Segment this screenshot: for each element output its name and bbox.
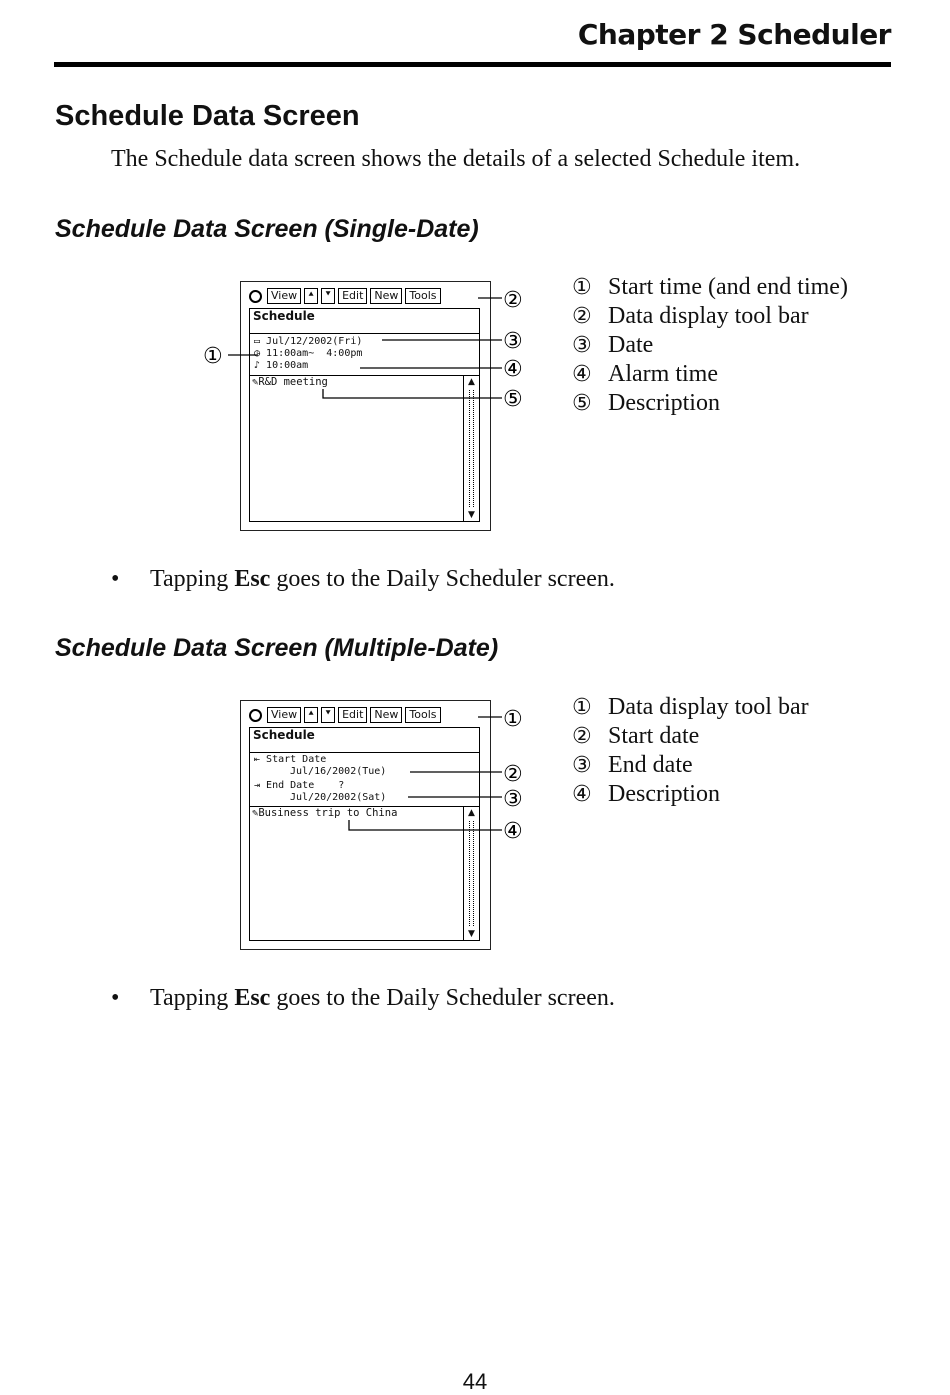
description-text: R&D meeting (258, 376, 328, 388)
end-arrow-icon: ⇥ (254, 780, 267, 791)
scroll-down-button[interactable]: ⯆ (321, 707, 335, 723)
multiple-date-screen (240, 700, 491, 950)
page-number: 44 (462, 1369, 488, 1394)
schedule-info-box (249, 333, 480, 376)
scroll-up-arrow-icon[interactable]: ▲ (468, 377, 475, 387)
legend-item: ③ End date (572, 752, 693, 778)
legend-item: ④ Alarm time (572, 361, 718, 387)
scroll-track[interactable] (469, 390, 474, 507)
pencil-icon: ✎ (252, 807, 259, 819)
callout-number: ④ (503, 357, 523, 382)
single-date-screen (240, 281, 491, 531)
end-date-value: Jul/20/2002(Sat) (290, 792, 387, 803)
menu-icon[interactable] (249, 290, 262, 303)
tools-button[interactable]: Tools (405, 707, 440, 723)
intro-paragraph: The Schedule data screen shows the details of a selected Schedule item. (111, 146, 801, 172)
multiple-date-title: Schedule Data Screen (Multiple-Date) (55, 634, 499, 662)
time-value: 11:00am~ 4:00pm (266, 348, 363, 359)
clock-icon: ◷ (254, 348, 267, 359)
pencil-icon: ✎ (252, 376, 259, 388)
data-display-toolbar (249, 288, 480, 304)
app-title: Schedule (249, 308, 480, 334)
tools-button[interactable]: Tools (405, 288, 440, 304)
callout-number: ① (203, 344, 223, 369)
header-rule (54, 62, 891, 67)
callout-number: ② (503, 288, 523, 313)
description-box[interactable] (249, 375, 480, 522)
scroll-up-arrow-icon[interactable]: ▲ (468, 808, 475, 818)
chapter-header: Chapter 2 Scheduler (577, 18, 891, 51)
legend-item: ① Start time (and end time) (572, 274, 848, 300)
single-date-legend (572, 273, 848, 418)
callout-number: ② (503, 762, 523, 787)
callout-number: ⑤ (503, 387, 523, 412)
callout-number: ③ (503, 787, 523, 812)
edit-button[interactable]: Edit (338, 288, 367, 304)
scroll-down-button[interactable]: ⯆ (321, 288, 335, 304)
menu-icon[interactable] (249, 709, 262, 722)
legend-item: ② Start date (572, 723, 700, 749)
description-text: Business trip to China (258, 807, 398, 819)
description-box[interactable] (249, 806, 480, 941)
start-arrow-icon: ⇤ (254, 754, 267, 765)
scroll-up-button[interactable]: ⯅ (304, 707, 318, 723)
date-value: Jul/12/2002(Fri) (266, 336, 363, 347)
legend-item: ② Data display tool bar (572, 303, 809, 329)
data-display-toolbar (249, 707, 480, 723)
bullet-icon: • (111, 566, 120, 592)
new-button[interactable]: New (370, 288, 402, 304)
legend-item: ① Data display tool bar (572, 694, 809, 720)
view-button[interactable]: View (267, 288, 301, 304)
alarm-value: 10:00am (266, 360, 309, 371)
legend-item: ⑤ Description (572, 390, 720, 416)
legend-item: ④ Description (572, 781, 720, 807)
scroll-track[interactable] (469, 821, 474, 926)
section-title: Schedule Data Screen (55, 100, 360, 132)
edit-button[interactable]: Edit (338, 707, 367, 723)
calendar-icon: ▭ (254, 336, 267, 347)
legend-item: ③ Date (572, 332, 654, 358)
multiple-date-legend (572, 693, 809, 809)
end-date-label: End Date ? (266, 780, 345, 791)
app-title: Schedule (249, 727, 480, 753)
scroll-down-arrow-icon[interactable]: ▼ (468, 510, 475, 520)
bullet-icon: • (111, 985, 120, 1011)
scrollbar[interactable] (463, 807, 479, 940)
start-date-label: Start Date (266, 754, 327, 765)
new-button[interactable]: New (370, 707, 402, 723)
multiple-date-note: • Tapping Esc goes to the Daily Scheduler screen. (111, 985, 615, 1011)
single-date-note: • Tapping Esc goes to the Daily Scheduler screen. (111, 566, 615, 592)
start-date-value: Jul/16/2002(Tue) (290, 766, 387, 777)
scroll-up-button[interactable]: ⯅ (304, 288, 318, 304)
alarm-icon: ♪ (254, 360, 267, 371)
callout-number: ③ (503, 329, 523, 354)
scrollbar[interactable] (463, 376, 479, 521)
scroll-down-arrow-icon[interactable]: ▼ (468, 929, 475, 939)
schedule-info-box (249, 752, 480, 807)
view-button[interactable]: View (267, 707, 301, 723)
callout-number: ④ (503, 819, 523, 844)
single-date-title: Schedule Data Screen (Single-Date) (55, 215, 479, 243)
callout-number: ① (503, 707, 523, 732)
